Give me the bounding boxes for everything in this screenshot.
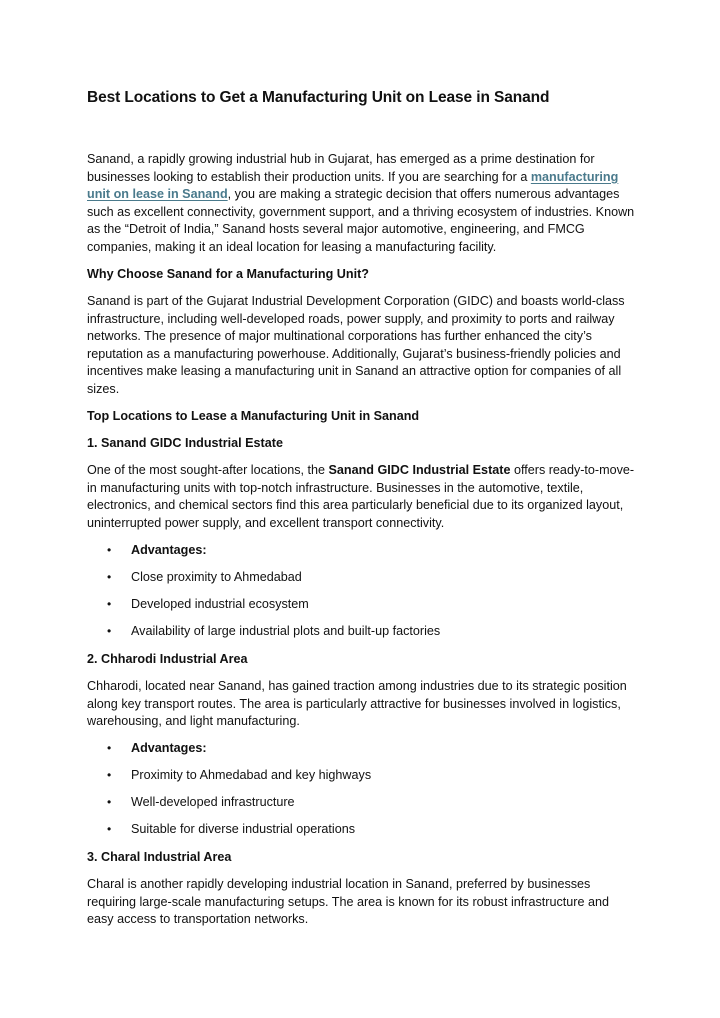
list-item-label: Advantages:	[131, 741, 207, 755]
bullet-icon: •	[107, 768, 112, 782]
top-locations-heading: Top Locations to Lease a Manufacturing Unit in Sanand	[87, 409, 420, 423]
why-paragraph: Sanand is part of the Gujarat Industrial Development Corporation (GIDC) and boasts world-class infrastructure, including well-developed roads, power supply, and proximity to ports and railway networks. The presence of major multinational corporations has further enhanced the city’s reputation as a manufacturing powerhouse. Additionally, Gujarat’s business-friendly policies and incentives make leasing a manufacturing unit in Sanand an attractive option for companies of all sizes.	[87, 294, 625, 396]
section-2-heading: 2. Chharodi Industrial Area	[87, 652, 248, 666]
bullet-icon: •	[107, 741, 112, 755]
list-item-label: Well-developed infrastructure	[131, 795, 295, 809]
list-item-label: Close proximity to Ahmedabad	[131, 570, 302, 584]
section-3-paragraph: Charal is another rapidly developing industrial location in Sanand, preferred by businesses requiring large-scale manufacturing setups. The area is known for its robust infrastructure and easy access to transportation networks.	[87, 877, 609, 927]
list-item-label: Advantages:	[131, 543, 207, 557]
intro-paragraph	[87, 151, 635, 257]
intro-text-after-link: , you are making a strategic decision that offers numerous advantages such as excellent connectivity, government support, and a thriving ecosystem of industries. Known as the “Detroit of India,” Sanand hosts several major automotive, engineering, and FMCG companies, making it an ideal location for leasing a manufacturing facility.	[87, 187, 635, 254]
section-1-text-bold: Sanand GIDC Industrial Estate	[328, 463, 511, 477]
list-item-label: Suitable for diverse industrial operations	[131, 822, 356, 836]
list-item-label: Developed industrial ecosystem	[131, 597, 309, 611]
section-1-text-after: offers ready-to-move-in manufacturing units with top-notch infrastructure. Businesses in the automotive, textile, electronics, and chemical sectors find this area particularly beneficial due to its organized layout, uninterrupted power supply, and excellent transport connectivity.	[87, 463, 635, 530]
bullet-icon: •	[107, 570, 112, 584]
section-1-heading: 1. Sanand GIDC Industrial Estate	[87, 436, 283, 450]
bullet-icon: •	[107, 624, 112, 638]
bullet-icon: •	[107, 543, 112, 557]
bullet-icon: •	[107, 822, 112, 836]
why-heading: Why Choose Sanand for a Manufacturing Unit?	[87, 267, 369, 281]
manufacturing-unit-link[interactable]: manufacturing unit on lease in Sanand	[87, 169, 619, 202]
intro-text-before-link: Sanand, a rapidly growing industrial hub in Gujarat, has emerged as a prime destination for businesses looking to establish their production units. If you are searching for a	[87, 152, 595, 184]
section-1-paragraph	[87, 462, 635, 532]
section-3-heading: 3. Charal Industrial Area	[87, 850, 232, 864]
list-item-label: Proximity to Ahmedabad and key highways	[131, 768, 372, 782]
section-2-paragraph: Chharodi, located near Sanand, has gained traction among industries due to its strategic position along key transport routes. The area is particularly attractive for businesses involved in logistics, warehousing, and light manufacturing.	[87, 679, 627, 729]
list-item-label: Availability of large industrial plots and built-up factories	[131, 624, 441, 638]
bullet-icon: •	[107, 597, 112, 611]
bullet-icon: •	[107, 795, 112, 809]
section-1-text-before: One of the most sought-after locations, the	[87, 463, 329, 477]
page-title: Best Locations to Get a Manufacturing Unit on Lease in Sanand	[87, 89, 550, 106]
